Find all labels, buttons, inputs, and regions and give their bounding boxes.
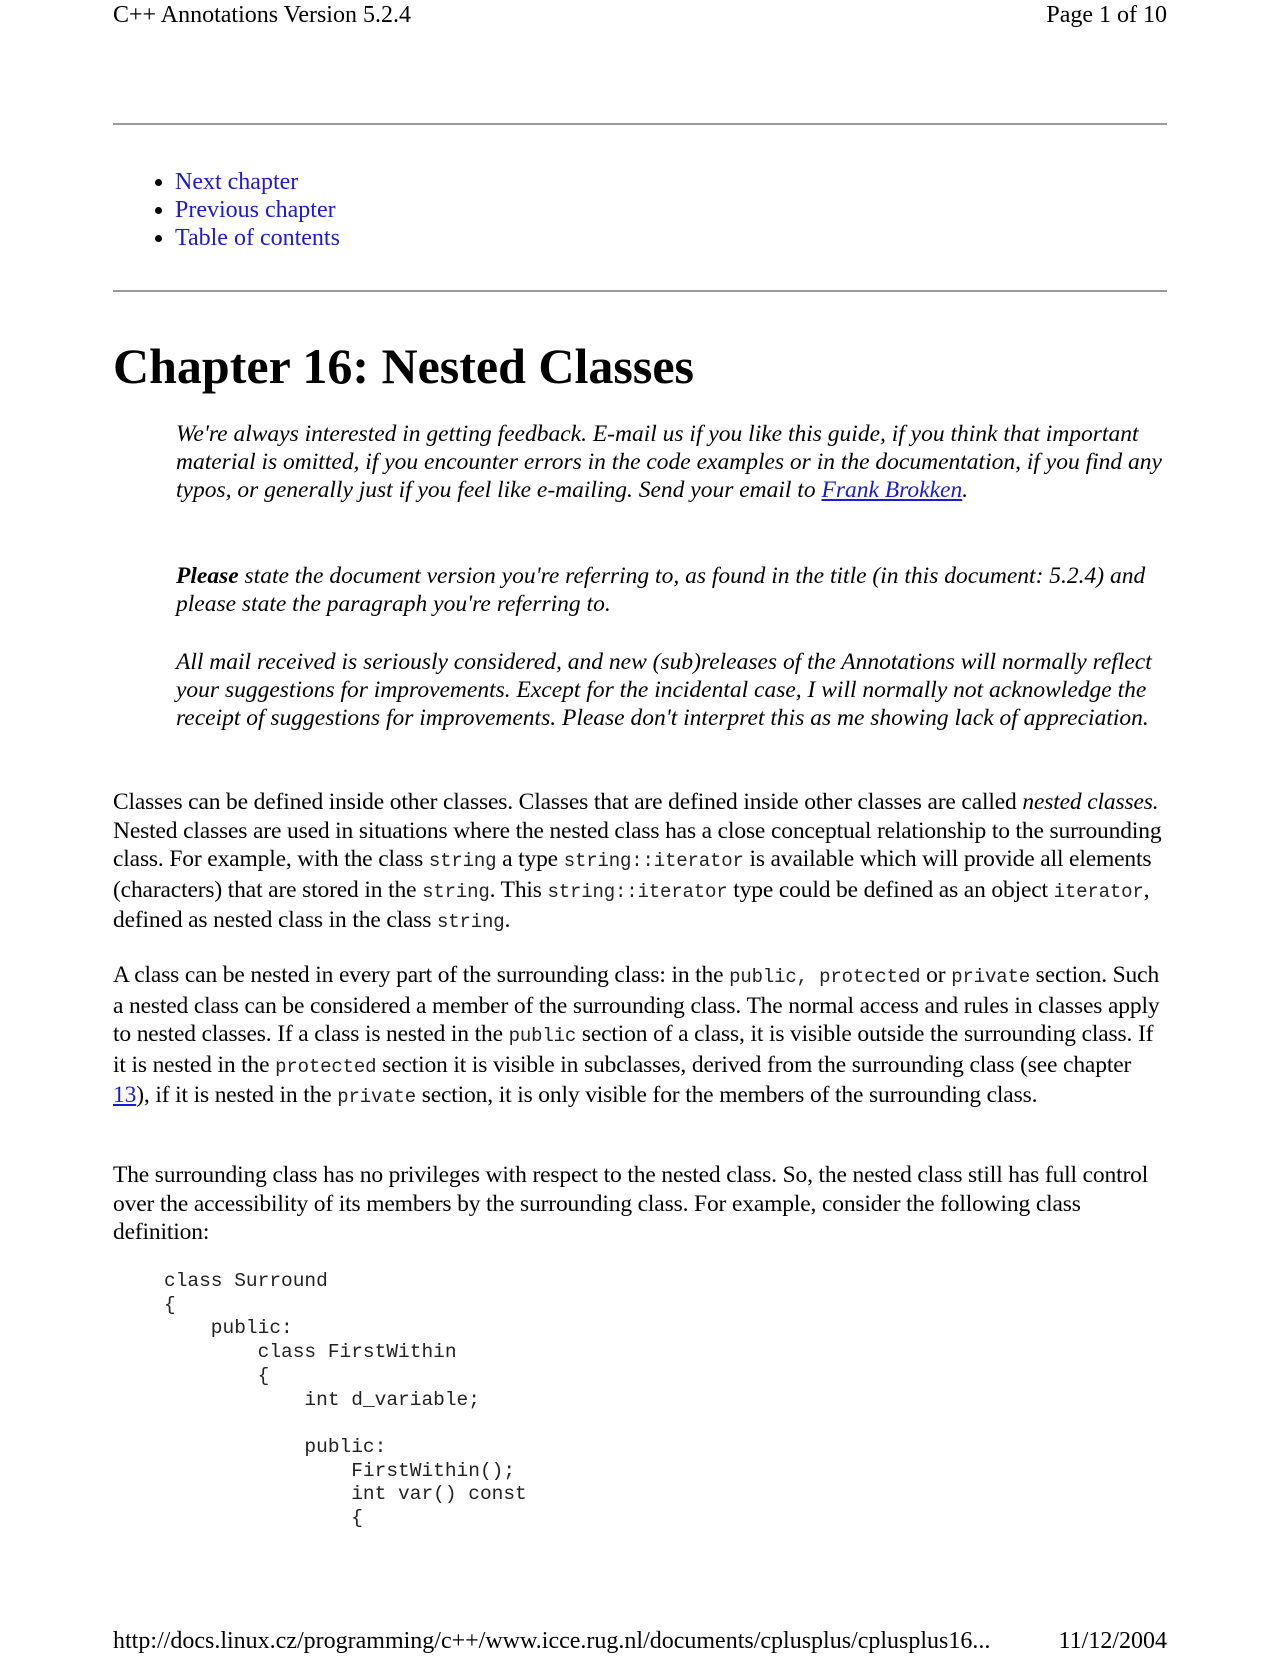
nav-item-toc — [175, 224, 340, 252]
feedback-text: We're always interested in getting feedback. E-mail us if you like this guide, if you think that important material is omitted, if you encounter errors in the code examples or in the documentation, if you find any typos, or generally just if you feel like e-mailing. Send your email to — [176, 421, 1162, 503]
feedback-end: . — [962, 477, 969, 503]
code-protected: protected — [275, 1055, 377, 1078]
text: section. Such a nested class can be considered a member of the surrounding class. The normal access and rules in classes apply to nested classes. If a class is nested in the — [113, 962, 1160, 1047]
text: section it is visible in subclasses, derived from the surrounding class (see chapter — [376, 1051, 1132, 1078]
next-chapter-link[interactable]: Next chapter — [175, 169, 299, 195]
nested-classes-term: nested classes. — [1022, 789, 1159, 815]
code-string-iterator: string::iterator — [563, 850, 744, 872]
page-header — [113, 0, 1167, 34]
previous-chapter-link[interactable]: Previous chapter — [175, 197, 336, 223]
text: Nested classes are used in situations where the nested class has a close conceptual relationship to the surrounding class. For example, with the class — [113, 817, 1162, 872]
nav-item-previous — [175, 196, 340, 224]
mail-policy-paragraph: All mail received is seriously considered, and new (sub)releases of the Annotations will normally reflect your suggestions for improvements. Except for the incidental case, I will normally not acknowledge the receipt of suggestions for improvements. Please don't interpret this as me showing lack of appreciation. — [176, 649, 1152, 731]
page-number: Page 1 of 10 — [1046, 2, 1167, 28]
author-email-link[interactable]: Frank Brokken — [821, 477, 963, 503]
document-title: C++ Annotations Version 5.2.4 — [113, 2, 411, 28]
text: , defined as nested class in the class — [113, 876, 1150, 933]
code-private: private — [951, 966, 1030, 988]
text: . — [504, 907, 511, 933]
feedback-paragraph — [176, 420, 1166, 504]
code-string: string — [437, 911, 505, 933]
version-paragraph — [176, 562, 1166, 618]
code-public-protected: public, protected — [729, 966, 921, 988]
code-string: string — [422, 880, 490, 903]
code-public: public — [508, 1025, 577, 1047]
text: section, it is only visible for the members of the surrounding class. — [416, 1082, 1038, 1108]
text: type could be defined as an object — [727, 876, 1054, 903]
source-url: http://docs.linux.cz/programming/c++/www.icce.rug.nl/documents/cplusplus/cplusplus16... — [113, 1628, 991, 1654]
table-of-contents-link[interactable]: Table of contents — [175, 225, 340, 251]
chapter-title: Chapter 16: Nested Classes — [113, 338, 694, 394]
text: a type — [496, 846, 564, 872]
code-string-iterator: string::iterator — [547, 880, 728, 903]
text: A class can be nested in every part of the surrounding class: in the — [113, 962, 730, 988]
print-date: 11/12/2004 — [1058, 1628, 1167, 1654]
intro-paragraph — [113, 788, 1171, 937]
chapter-13-link[interactable]: 13 — [113, 1082, 137, 1108]
code-iterator: iterator — [1053, 880, 1144, 903]
text: . This — [489, 876, 548, 903]
divider-top — [113, 123, 1167, 125]
code-string: string — [428, 850, 497, 872]
text: or — [920, 962, 952, 988]
chapter-nav — [113, 168, 340, 252]
divider-nav — [113, 290, 1167, 292]
nav-item-next — [175, 168, 340, 196]
code-private: private — [337, 1086, 417, 1108]
privileges-paragraph: The surrounding class has no privileges with respect to the nested class. So, the nested class still has full control over the accessibility of its members by the surrounding class. For example, consider the following class definition: — [113, 1162, 1149, 1245]
version-text: state the document version you're referring to, as found in the title (in this document: 5.2.4) and please state the paragraph you're referring to. — [176, 563, 1146, 617]
text: ), if it is nested in the — [136, 1082, 338, 1108]
text: Classes can be defined inside other classes. Classes that are defined inside other classes are called — [113, 789, 1023, 815]
please-emphasis: Please — [176, 563, 239, 589]
access-paragraph — [113, 961, 1171, 1112]
text: is available which will provide all elements (characters) that are stored in the — [113, 846, 1152, 903]
text: section of a class, it is visible outside the surrounding class. If it is nested in the — [113, 1021, 1154, 1078]
code-listing: class Surround { public: class FirstWithin { int d_variable; public: FirstWithin(); int var() const { — [164, 1270, 527, 1530]
